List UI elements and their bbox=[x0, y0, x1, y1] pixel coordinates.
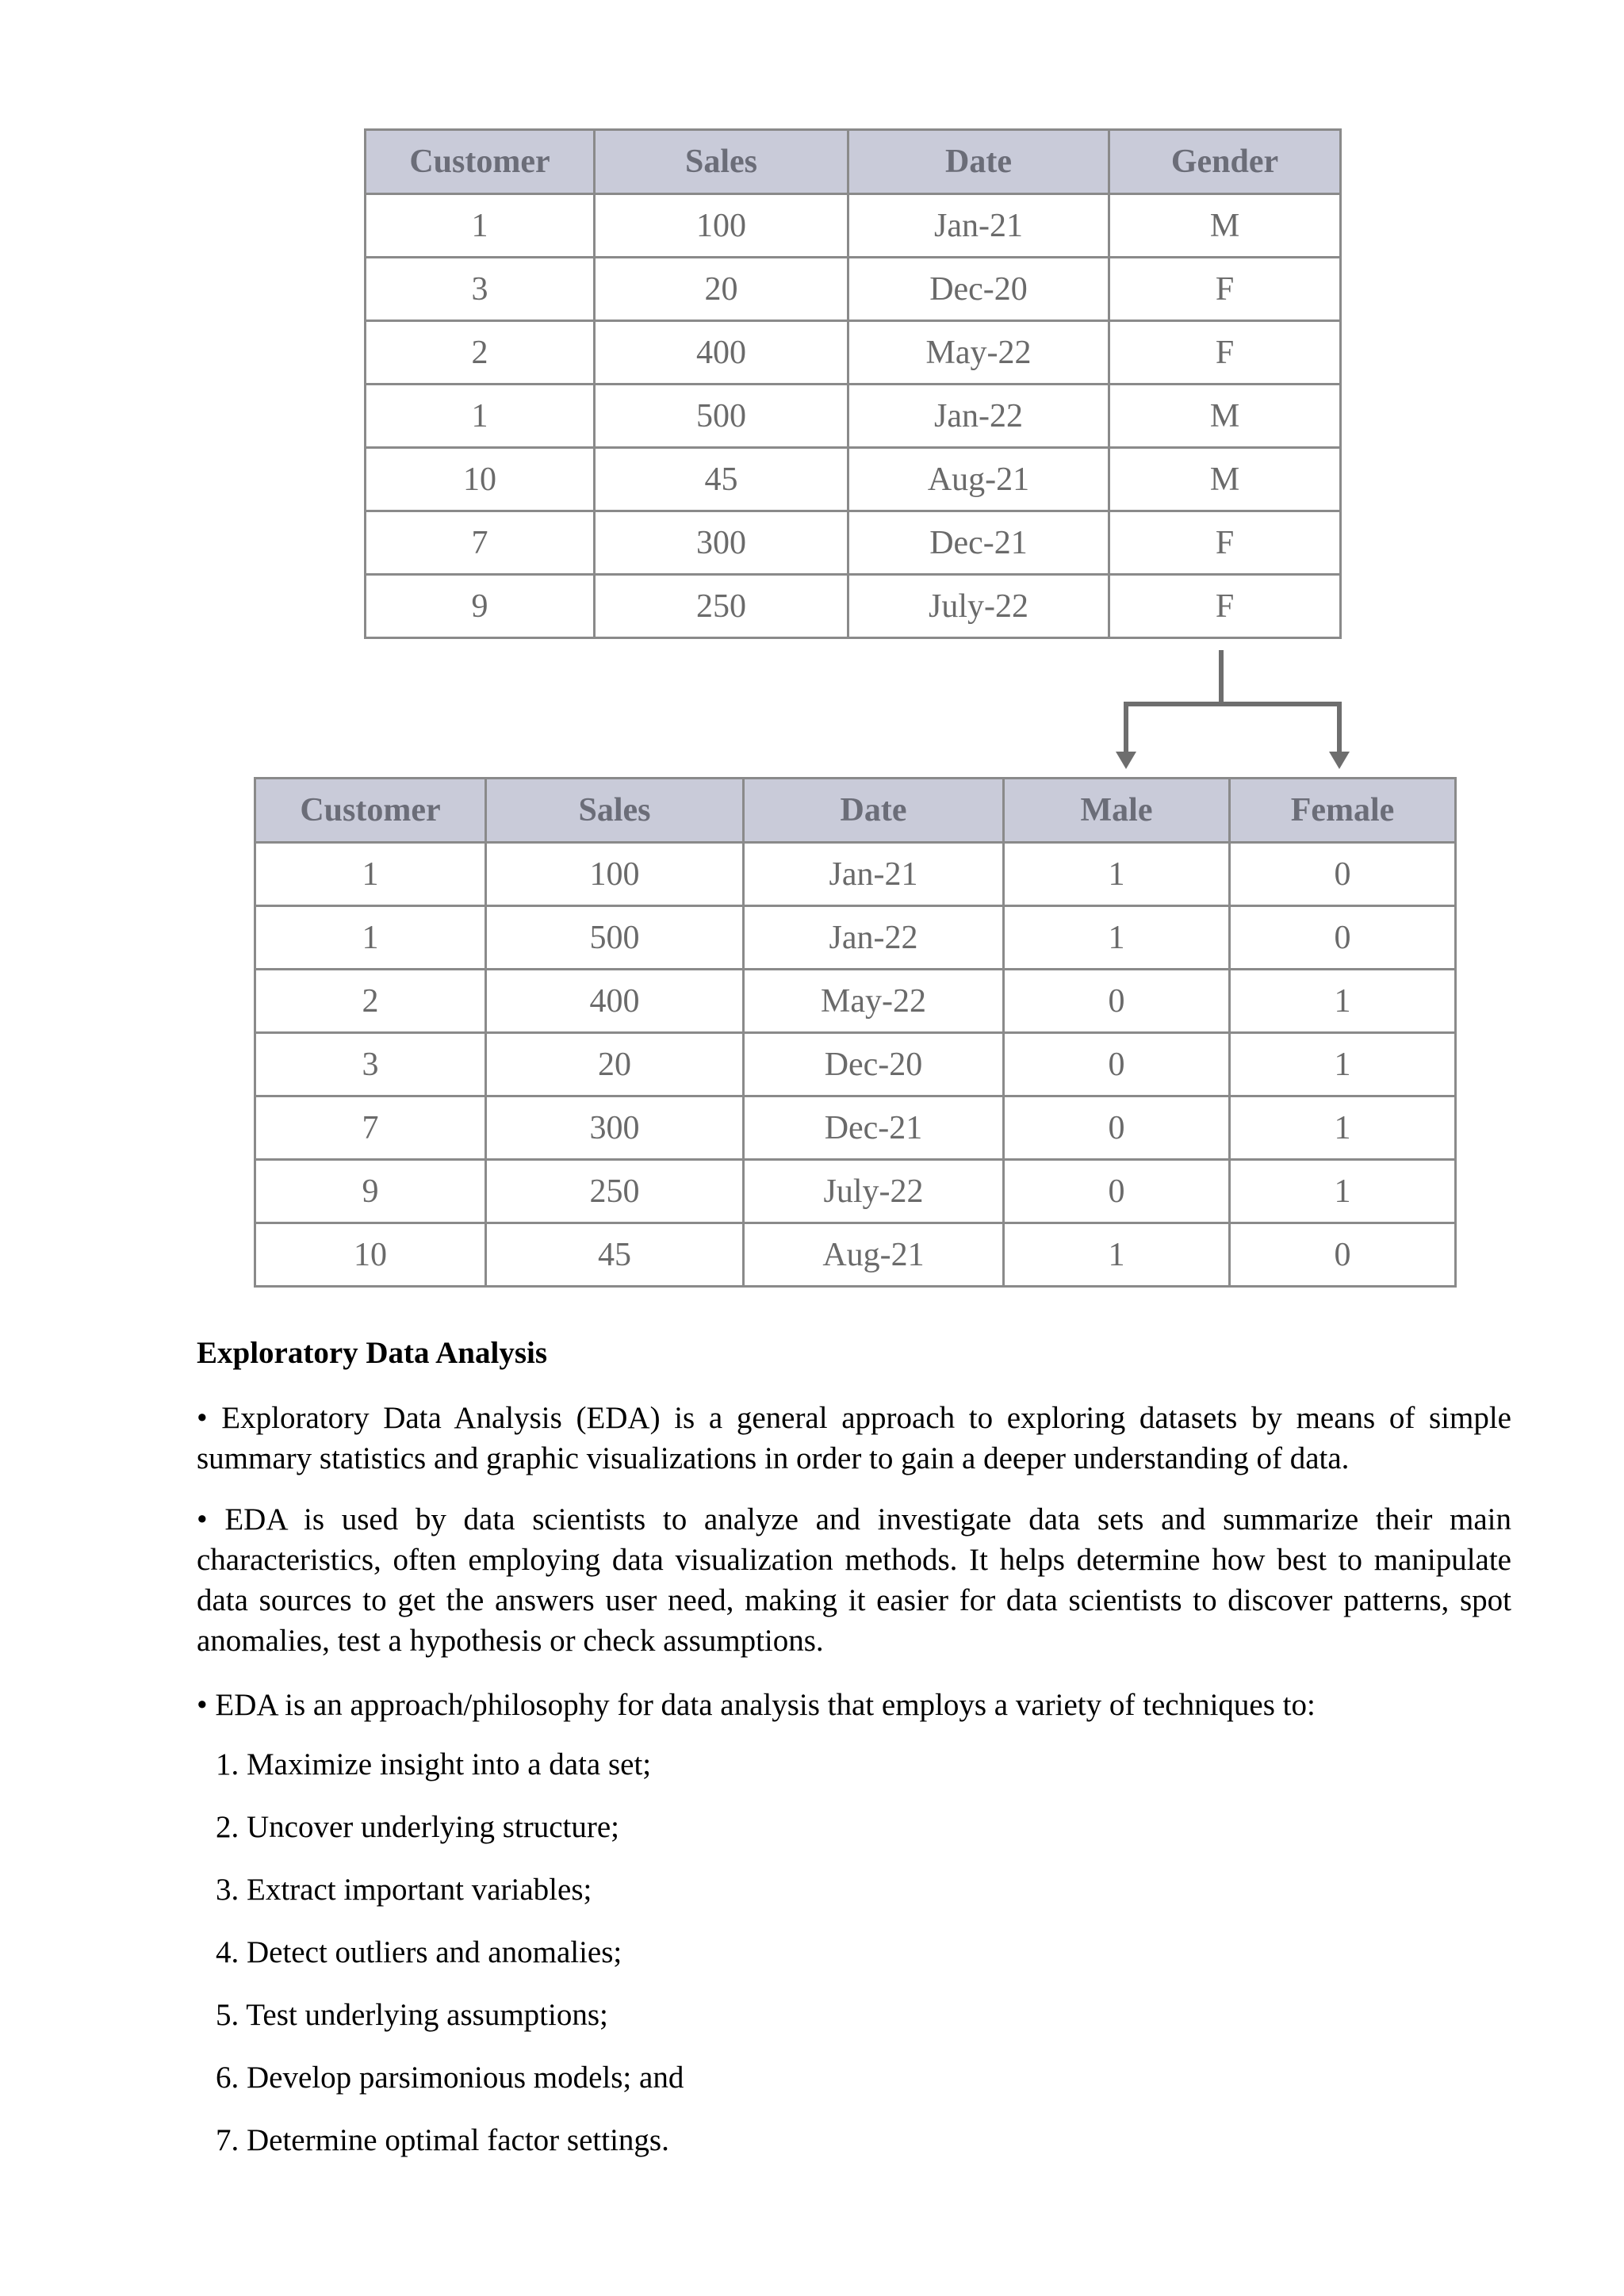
paragraph-eda-techniques-intro: • EDA is an approach/philosophy for data analysis that employs a variety of techniques to: bbox=[197, 1688, 1316, 1722]
arrow-down-icon bbox=[1329, 752, 1350, 769]
table-cell: Jan-22 bbox=[848, 385, 1109, 448]
table-cell: 1 bbox=[255, 906, 486, 970]
table-cell: 2 bbox=[366, 321, 595, 385]
table-cell: 9 bbox=[255, 1160, 486, 1223]
table-cell: Jan-22 bbox=[744, 906, 1004, 970]
arrow-down-icon bbox=[1116, 752, 1136, 769]
table-cell: 3 bbox=[366, 258, 595, 321]
list-item: 7. Determine optimal factor settings. bbox=[216, 2123, 669, 2157]
table-cell: 0 bbox=[1230, 1223, 1456, 1287]
table-cell: 0 bbox=[1004, 1160, 1230, 1223]
table-cell: 0 bbox=[1004, 1096, 1230, 1160]
table-cell: 45 bbox=[486, 1223, 744, 1287]
table-cell: 0 bbox=[1004, 1033, 1230, 1096]
table-row bbox=[255, 906, 1456, 970]
table-cell: Dec-21 bbox=[848, 511, 1109, 575]
column-header-gender: Gender bbox=[1109, 130, 1341, 194]
table-row bbox=[366, 385, 1341, 448]
table-header-row bbox=[255, 779, 1456, 843]
table-cell: 300 bbox=[595, 511, 848, 575]
table-cell: Aug-21 bbox=[744, 1223, 1004, 1287]
table-cell: 1 bbox=[1230, 1160, 1456, 1223]
table-cell: Dec-21 bbox=[744, 1096, 1004, 1160]
eda-technique-list bbox=[216, 1744, 684, 2183]
table-cell: M bbox=[1109, 385, 1341, 448]
list-item: 5. Test underlying assumptions; bbox=[216, 1998, 608, 2032]
table-cell: 1 bbox=[1004, 843, 1230, 906]
table-cell: F bbox=[1109, 258, 1341, 321]
table-row bbox=[366, 511, 1341, 575]
paragraph-eda-usage: • EDA is used by data scientists to analyze and investigate data sets and summarize their main characteristics, often employing data visualization methods. It helps determine how best to manipulate data sources to get the answers user need, making it easier for data scientists to discover patterns, spot anomalies, test a hypothesis or check assumptions. bbox=[197, 1502, 1511, 1658]
column-header-date: Date bbox=[744, 779, 1004, 843]
list-item: 1. Maximize insight into a data set; bbox=[216, 1747, 652, 1781]
table-cell: 3 bbox=[255, 1033, 486, 1096]
table-cell: 100 bbox=[486, 843, 744, 906]
table-cell: 1 bbox=[366, 194, 595, 258]
table-row bbox=[366, 321, 1341, 385]
column-header-female: Female bbox=[1230, 779, 1456, 843]
table-cell: 400 bbox=[486, 970, 744, 1033]
table-cell: 1 bbox=[1004, 1223, 1230, 1287]
table-cell: 20 bbox=[486, 1033, 744, 1096]
column-header-sales: Sales bbox=[595, 130, 848, 194]
column-header-customer: Customer bbox=[255, 779, 486, 843]
table-row bbox=[366, 448, 1341, 511]
column-header-customer: Customer bbox=[366, 130, 595, 194]
encoded-data-table bbox=[254, 777, 1457, 1288]
table-cell: 100 bbox=[595, 194, 848, 258]
original-data-table bbox=[364, 128, 1342, 639]
table-header-row bbox=[366, 130, 1341, 194]
table-cell: 250 bbox=[486, 1160, 744, 1223]
list-item: 2. Uncover underlying structure; bbox=[216, 1810, 620, 1844]
column-header-male: Male bbox=[1004, 779, 1230, 843]
paragraph-eda-definition: • Exploratory Data Analysis (EDA) is a general approach to exploring datasets by means of simple summary statistics and graphic visualizations in order to gain a deeper understanding of data. bbox=[197, 1401, 1511, 1475]
table-cell: Dec-20 bbox=[848, 258, 1109, 321]
table-cell: 0 bbox=[1004, 970, 1230, 1033]
table-cell: F bbox=[1109, 321, 1341, 385]
table-cell: 1 bbox=[255, 843, 486, 906]
table-cell: Jan-21 bbox=[848, 194, 1109, 258]
table-cell: Aug-21 bbox=[848, 448, 1109, 511]
table-cell: F bbox=[1109, 511, 1341, 575]
table-cell: May-22 bbox=[848, 321, 1109, 385]
table-cell: 1 bbox=[1230, 1033, 1456, 1096]
table-cell: 7 bbox=[366, 511, 595, 575]
table-row bbox=[366, 575, 1341, 638]
table-cell: 0 bbox=[1230, 906, 1456, 970]
table-cell: M bbox=[1109, 448, 1341, 511]
list-item: 6. Develop parsimonious models; and bbox=[216, 2061, 684, 2095]
table-cell: 1 bbox=[366, 385, 595, 448]
table-cell: Dec-20 bbox=[744, 1033, 1004, 1096]
section-heading: Exploratory Data Analysis bbox=[197, 1336, 548, 1370]
table-cell: 1 bbox=[1230, 1096, 1456, 1160]
table-cell: 500 bbox=[595, 385, 848, 448]
list-item: 3. Extract important variables; bbox=[216, 1873, 592, 1907]
table-cell: 10 bbox=[366, 448, 595, 511]
table-cell: 250 bbox=[595, 575, 848, 638]
table-cell: F bbox=[1109, 575, 1341, 638]
column-header-date: Date bbox=[848, 130, 1109, 194]
table-cell: 1 bbox=[1004, 906, 1230, 970]
table-row bbox=[255, 1096, 1456, 1160]
table-row bbox=[255, 1223, 1456, 1287]
table-cell: 20 bbox=[595, 258, 848, 321]
table-row bbox=[255, 1033, 1456, 1096]
table-cell: 500 bbox=[486, 906, 744, 970]
table-cell: 9 bbox=[366, 575, 595, 638]
table-cell: 10 bbox=[255, 1223, 486, 1287]
table-cell: 2 bbox=[255, 970, 486, 1033]
table-cell: July-22 bbox=[848, 575, 1109, 638]
table-row bbox=[366, 258, 1341, 321]
table-cell: 0 bbox=[1230, 843, 1456, 906]
table-cell: 7 bbox=[255, 1096, 486, 1160]
list-item: 4. Detect outliers and anomalies; bbox=[216, 1935, 622, 1969]
table-cell: Jan-21 bbox=[744, 843, 1004, 906]
table-row bbox=[255, 970, 1456, 1033]
table-cell: 400 bbox=[595, 321, 848, 385]
table-cell: July-22 bbox=[744, 1160, 1004, 1223]
column-header-sales: Sales bbox=[486, 779, 744, 843]
table-cell: 45 bbox=[595, 448, 848, 511]
table-cell: M bbox=[1109, 194, 1341, 258]
table-cell: May-22 bbox=[744, 970, 1004, 1033]
table-row bbox=[255, 843, 1456, 906]
table-row bbox=[255, 1160, 1456, 1223]
table-cell: 300 bbox=[486, 1096, 744, 1160]
table-row bbox=[366, 194, 1341, 258]
table-cell: 1 bbox=[1230, 970, 1456, 1033]
